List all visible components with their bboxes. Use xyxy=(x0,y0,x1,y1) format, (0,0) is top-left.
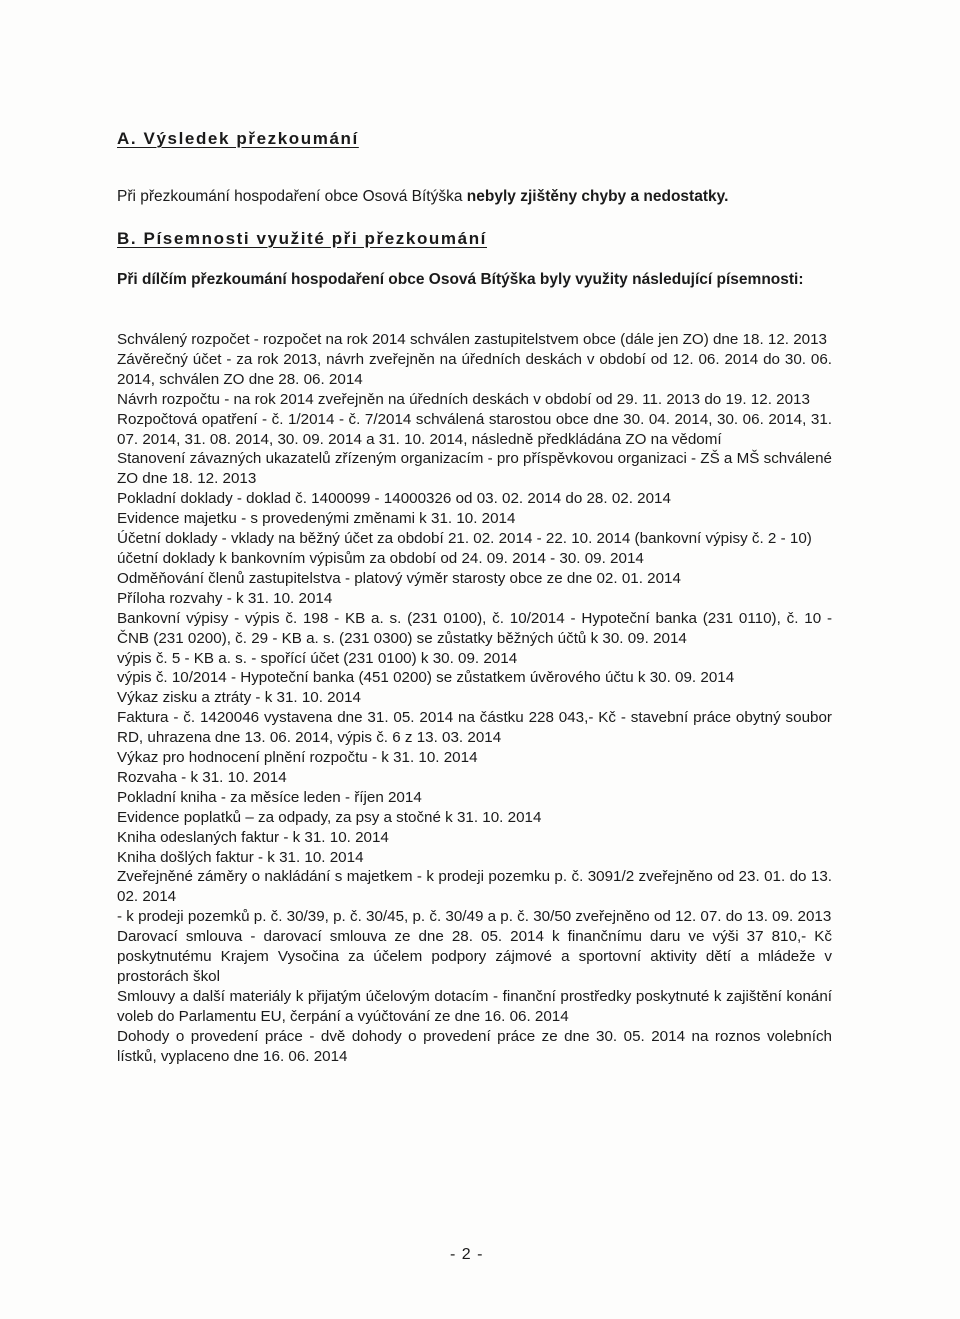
document-item: Darovací smlouva - darovací smlouva ze dne 28. 05. 2014 k finančnímu daru ve výši 37 810,- Kč poskytnutému Krajem Vysočina za účelem podpory zájmové a sportovní aktivity dětí a mládeže v prostorách škol xyxy=(117,928,832,985)
document-item: Rozvaha - k 31. 10. 2014 xyxy=(117,768,287,786)
document-item: Rozpočtová opatření - č. 1/2014 - č. 7/2014 schválená starostou obce dne 30. 04. 2014, 30. 06. 2014, 31. 07. 2014, 31. 08. 2014, 30. 09. 2014 a 31. 10. 2014, následně předkládána ZO na vědomí xyxy=(117,410,832,448)
document-item: Stanovení závazných ukazatelů zřízeným organizacím - pro příspěvkovou organizaci - ZŠ a MŠ schválené ZO dne 18. 12. 2013 xyxy=(117,450,832,488)
document-item: Smlouvy a další materiály k přijatým účelovým dotacím - finanční prostředky poskytnuté k zajištění konání voleb do Parlamentu EU, čerpání a vyúčtování ze dne 16. 06. 2014 xyxy=(117,987,832,1025)
review-result xyxy=(117,188,728,206)
document-item: Kniha došlých faktur - k 31. 10. 2014 xyxy=(117,848,364,866)
document-item: Příloha rozvahy - k 31. 10. 2014 xyxy=(117,589,333,607)
review-result-text: Při přezkoumání hospodaření obce Osová Bítýška xyxy=(117,188,467,205)
document-item: Pokladní kniha - za měsíce leden - říjen 2014 xyxy=(117,788,422,806)
document-item: Bankovní výpisy - výpis č. 198 - KB a. s. (231 0100), č. 10/2014 - Hypoteční banka (231 0110), č. 10 - ČNB (231 0200), č. 29 - KB a. s. (231 0300) se zůstatky běžných účtů k 30. 09. 2014 xyxy=(117,609,832,647)
section-a-heading: A. Výsledek přezkoumání xyxy=(117,129,359,148)
document-item: Odměňování členů zastupitelstva - platový výměr starosty obce ze dne 02. 01. 2014 xyxy=(117,569,681,587)
document-item: Výkaz zisku a ztráty - k 31. 10. 2014 xyxy=(117,689,361,707)
document-item: Faktura - č. 1420046 vystavena dne 31. 05. 2014 na částku 228 043,- Kč - stavební práce obytný soubor RD, uhrazena dne 13. 06. 2014, výpis č. 6 z 13. 03. 2014 xyxy=(117,709,832,747)
document-item: Účetní doklady - vklady na běžný účet za období 21. 02. 2014 - 22. 10. 2014 (bankovní výpisy č. 2 - 10) xyxy=(117,530,812,548)
document-item: Výkaz pro hodnocení plnění rozpočtu - k 31. 10. 2014 xyxy=(117,749,478,767)
document-item: - k prodeji pozemků p. č. 30/39, p. č. 30/45, p. č. 30/49 a p. č. 30/50 zveřejněno od 12. 07. do 13. 09. 2013 xyxy=(117,908,832,926)
document-item: Závěrečný účet - za rok 2013, návrh zveřejněn na úředních deskách v období od 12. 06. 2014 do 30. 06. 2014, schválen ZO dne 28. 06. 2014 xyxy=(117,350,832,388)
document-item: Návrh rozpočtu - na rok 2014 zveřejněn na úředních deskách v období od 29. 11. 2013 do 19. 12. 2013 xyxy=(117,390,810,408)
section-b-intro: Při dílčím přezkoumání hospodaření obce Osová Bítýška byly využity následující písemnosti: xyxy=(117,271,804,288)
document-item: výpis č. 10/2014 - Hypoteční banka (451 0200) se zůstatkem úvěrového účtu k 30. 09. 2014 xyxy=(117,669,735,687)
review-result-conclusion: nebyly zjištěny chyby a nedostatky. xyxy=(466,188,729,205)
document-item: Evidence poplatků – za odpady, za psy a stočné k 31. 10. 2014 xyxy=(117,808,542,826)
document-item: Schválený rozpočet - rozpočet na rok 2014 schválen zastupitelstvem obce (dále jen ZO) dne 18. 12. 2013 xyxy=(117,331,828,348)
section-b-heading: B. Písemnosti využité při přezkoumání xyxy=(117,229,487,248)
document-item: Zveřejněné záměry o nakládání s majetkem - k prodeji pozemku p. č. 3091/2 zveřejněno od 23. 01. do 13. 02. 2014 xyxy=(117,868,832,906)
document-item: Pokladní doklady - doklad č. 1400099 - 14000326 od 03. 02. 2014 do 28. 02. 2014 xyxy=(117,490,671,508)
document-item: výpis č. 5 - KB a. s. - spořící účet (231 0100) k 30. 09. 2014 xyxy=(117,649,518,667)
document-item: Dohody o provedení práce - dvě dohody o provedení práce ze dne 30. 05. 2014 na roznos volebních lístků, vyplaceno dne 16. 06. 2014 xyxy=(117,1027,832,1065)
page-number: - 2 - xyxy=(450,1246,484,1263)
document-list xyxy=(117,330,832,1067)
document-item: Kniha odeslaných faktur - k 31. 10. 2014 xyxy=(117,828,389,846)
document-item: účetní doklady k bankovním výpisům za období od 24. 09. 2014 - 30. 09. 2014 xyxy=(117,549,644,567)
document-item: Evidence majetku - s provedenými změnami k 31. 10. 2014 xyxy=(117,510,516,528)
